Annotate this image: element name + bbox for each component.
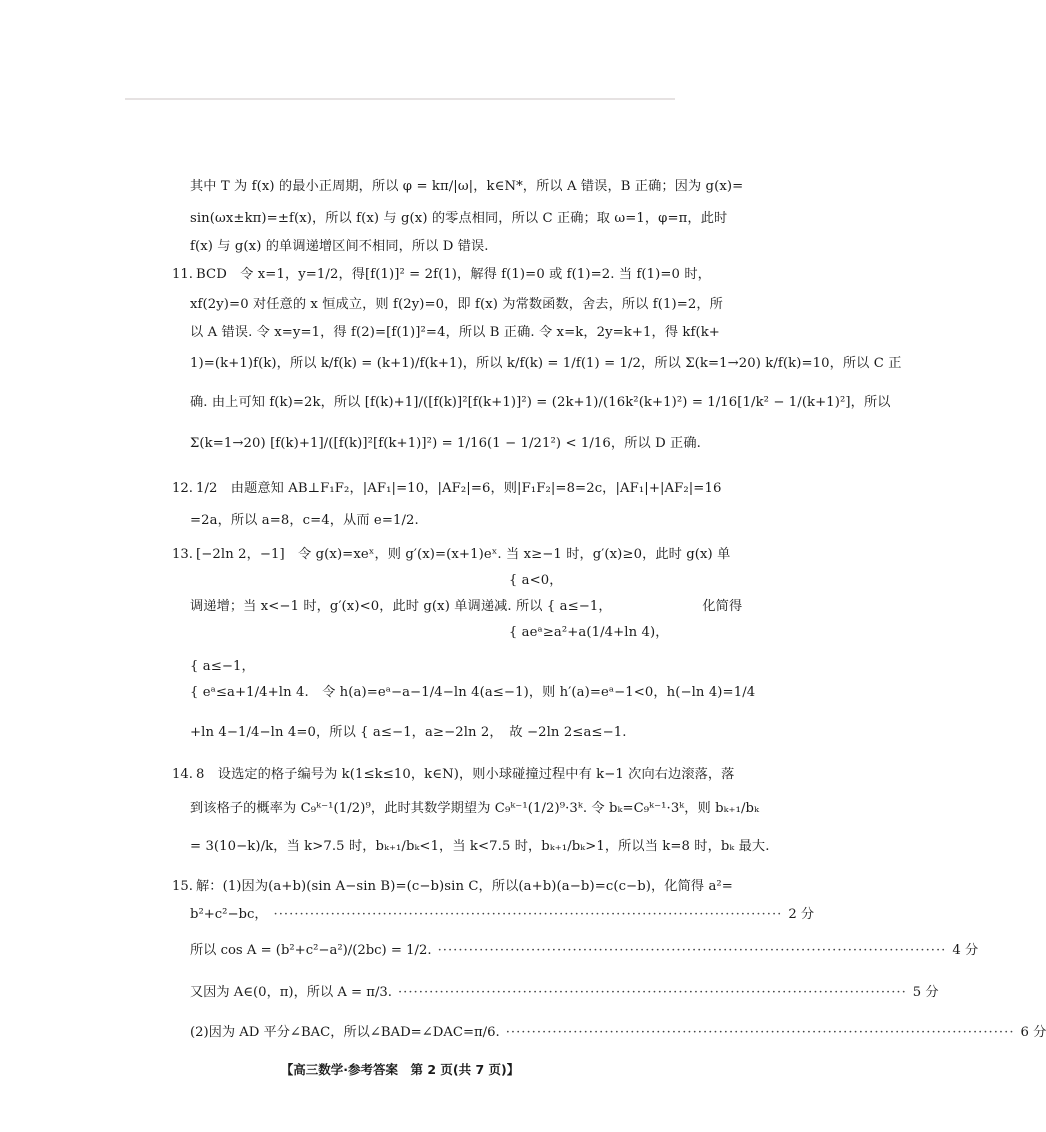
leader-dots: ·································································································· (397, 985, 907, 1000)
text-line: 1/2 由题意知 AB⊥F₁F₂，|AF₁|=10，|AF₂|=6，则|F₁F₂|=8=2c，|AF₁|+|AF₂|=16 (196, 481, 722, 496)
text-line: = 3(10−k)/k，当 k>7.5 时，bₖ₊₁/bₖ<1，当 k<7.5 时，bₖ₊₁/bₖ>1，所以当 k=8 时，bₖ 最大. (190, 839, 770, 854)
text-line: 其中 T 为 f(x) 的最小正周期，所以 φ = kπ/|ω|，k∈N*，所以 A 错误，B 正确；因为 g(x)= (190, 179, 744, 194)
question-number: 15. (172, 879, 193, 894)
leader-dots: ·································································································· (437, 943, 947, 958)
score: 2 分 (788, 907, 815, 922)
question-number: 14. (172, 767, 193, 782)
text-line: sin(ωx±kπ)=±f(x)，所以 f(x) 与 g(x) 的零点相同，所以 C 正确；取 ω=1，φ=π，此时 (190, 211, 728, 226)
text-line: =2a，所以 a=8，c=4，从而 e=1/2. (190, 513, 419, 528)
score: 4 分 (952, 943, 979, 958)
text-line: 到该格子的概率为 C₉ᵏ⁻¹(1/2)⁹，此时其数学期望为 C₉ᵏ⁻¹(1/2)⁹·3ᵏ. 令 bₖ=C₉ᵏ⁻¹·3ᵏ，则 bₖ₊₁/bₖ (190, 801, 759, 816)
text-line: { eᵃ≤a+1/4+ln 4. 令 h(a)=eᵃ−a−1/4−ln 4(a≤−1)，则 h′(a)=eᵃ−1<0，h(−ln 4)=1/4 (190, 685, 756, 700)
question-number: 13. (172, 547, 193, 562)
text-line: { a<0， (190, 573, 563, 588)
text-line: 1)=(k+1)f(k)，所以 k/f(k) = (k+1)/f(k+1)，所以 k/f(k) = 1/f(1) = 1/2，所以 Σ(k=1→20) k/f(k)=10，所以 C 正 (190, 356, 902, 371)
text-line: f(x) 与 g(x) 的单调递增区间不相同，所以 D 错误. (190, 239, 489, 254)
text-line: 调递增；当 x<−1 时，g′(x)<0，此时 g(x) 单调递减. 所以 { a≤−1， 化简得 (190, 599, 743, 614)
text-line: 8 设选定的格子编号为 k(1≤k≤10，k∈N)，则小球碰撞过程中有 k−1 次向右边滚落，落 (196, 767, 735, 782)
scored-text: b²+c²−bc， (190, 907, 268, 922)
score: 5 分 (912, 985, 939, 1000)
text-line: 以 A 错误. 令 x=y=1，得 f(2)=[f(1)]²=4，所以 B 正确. 令 x=k，2y=k+1，得 kf(k+ (190, 325, 720, 340)
text-line: { aeᵃ≥a²+a(1/4+ln 4)， (190, 625, 669, 640)
scored-text: 所以 cos A = (b²+c²−a²)/(2bc) = 1/2. (190, 943, 432, 958)
text-line: xf(2y)=0 对任意的 x 恒成立，则 f(2y)=0，即 f(x) 为常数函数，舍去，所以 f(1)=2，所 (190, 297, 723, 312)
text-line: { a≤−1， (190, 659, 255, 674)
text-line: +ln 4−1/4−ln 4=0，所以 { a≤−1，a≥−2ln 2， 故 −2ln 2≤a≤−1. (190, 725, 627, 740)
text-line: [−2ln 2，−1] 令 g(x)=xeˣ，则 g′(x)=(x+1)eˣ. 当 x≥−1 时，g′(x)≥0，此时 g(x) 单 (196, 547, 731, 562)
scored-line (190, 1024, 1046, 1042)
top-rule (125, 98, 675, 100)
question-number: 12. (172, 481, 193, 496)
scored-line (190, 906, 815, 924)
text-line: BCD 令 x=1，y=1/2，得[f(1)]² = 2f(1)，解得 f(1)=0 或 f(1)=2. 当 f(1)=0 时， (196, 267, 711, 282)
page-footer: 【高三数学·参考答案 第 2 页(共 7 页)】 (280, 1062, 520, 1077)
scored-line (190, 984, 939, 1002)
text-line: 确. 由上可知 f(k)=2k，所以 [f(k)+1]/([f(k)]²[f(k+1)]²) = (2k+1)/(16k²(k+1)²) = 1/16[1/k² − 1/(k+1)²]，所以 (190, 395, 891, 410)
leader-dots: ·································································································· (505, 1025, 1015, 1040)
leader-dots: ·································································································· (273, 907, 783, 922)
text-line: 解：(1)因为(a+b)(sin A−sin B)=(c−b)sin C，所以(a+b)(a−b)=c(c−b)，化简得 a²= (196, 879, 733, 894)
scored-text: (2)因为 AD 平分∠BAC，所以∠BAD=∠DAC=π/6. (190, 1025, 500, 1040)
scored-line (190, 942, 979, 960)
score: 6 分 (1020, 1025, 1046, 1040)
question-number: 11. (172, 267, 193, 282)
text-line: Σ(k=1→20) [f(k)+1]/([f(k)]²[f(k+1)]²) = 1/16(1 − 1/21²) < 1/16，所以 D 正确. (190, 436, 701, 451)
scored-text: 又因为 A∈(0，π)，所以 A = π/3. (190, 985, 392, 1000)
